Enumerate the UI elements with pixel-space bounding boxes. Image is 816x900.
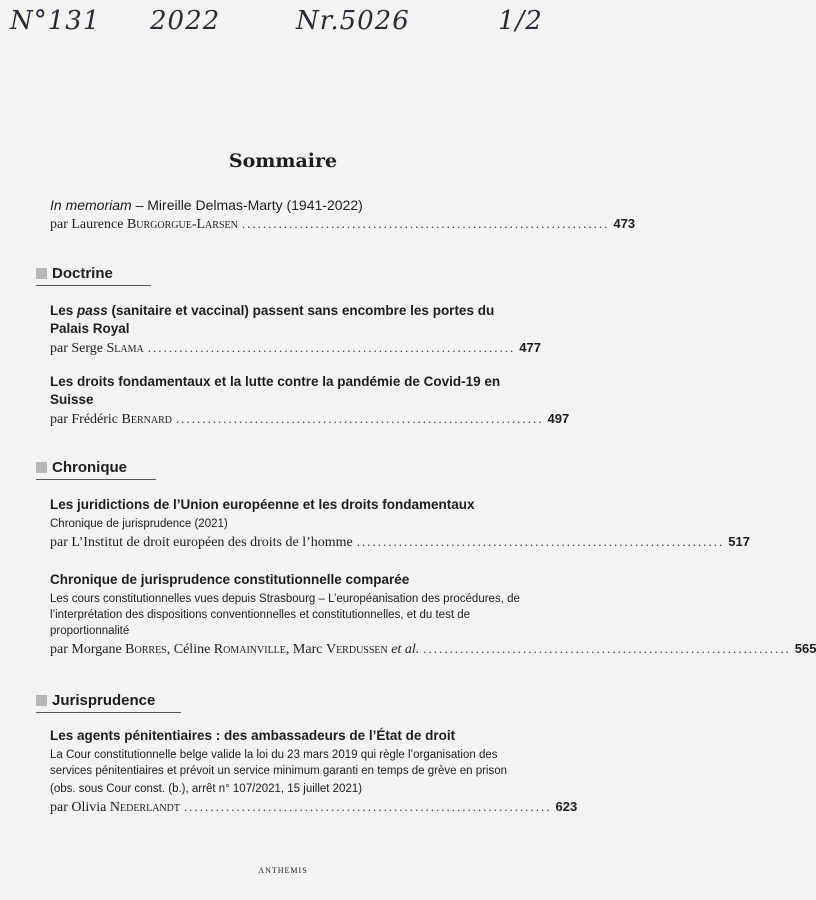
entry-title: Les juridictions de l’Union européenne et les droits fondamentaux xyxy=(50,497,475,512)
handwritten-year: 2022 xyxy=(150,6,221,36)
entry-title: Chronique de jurisprudence constitutionnelle comparée xyxy=(50,572,410,587)
entry-title: Les agents pénitentiaires : des ambassadeurs de l’État de droit xyxy=(50,728,456,743)
entry-author: par Serge Slama xyxy=(50,341,144,356)
entry-description: Chronique de jurisprudence (2021) xyxy=(50,518,228,530)
section-label: Doctrine xyxy=(52,265,113,282)
section-chronique xyxy=(36,459,127,476)
section-square-icon xyxy=(36,462,47,473)
entry-author: par Olivia Nederlandt xyxy=(50,800,180,815)
entry-title: Les droits fondamentaux et la lutte contre la pandémie de Covid-19 en Suisse xyxy=(50,374,501,407)
entry-title: Les pass (sanitaire et vaccinal) passent sans encombre les portes du Palais Royal xyxy=(50,303,495,336)
section-label: Jurisprudence xyxy=(52,692,156,709)
page-number: 517 xyxy=(728,534,750,549)
section-rule xyxy=(36,712,181,713)
entry-byline xyxy=(50,340,541,357)
entry-title-rest: – Mireille Delmas-Marty (1941-2022) xyxy=(131,197,363,213)
entry-byline xyxy=(50,641,816,658)
page-number: 473 xyxy=(613,216,636,231)
handwritten-issue-number: N°131 xyxy=(10,6,101,36)
leader-dots: ...................................................................... xyxy=(147,340,516,355)
page-title: Sommaire xyxy=(228,150,338,172)
entry-author: par L’Institut de droit européen des droits de l’homme xyxy=(50,535,353,550)
section-label: Chronique xyxy=(52,459,127,476)
page-number: 477 xyxy=(519,340,541,355)
section-rule xyxy=(36,285,151,286)
page-number: 565 xyxy=(794,641,816,656)
handwritten-reference: Nr.5026 xyxy=(296,6,410,36)
section-jurisprudence xyxy=(36,692,155,709)
leader-dots: ...................................................................... xyxy=(356,534,725,549)
leader-dots: ...................................................................... xyxy=(423,641,791,656)
entry-constitutionnelle-comparee xyxy=(50,571,816,658)
entry-description: Les cours constitutionnelles vues depuis Strasbourg – L’européanisation des procédures, de l’interprétation des dispositions conventionnelles et constitutionnelles, et du test de proportionnalité xyxy=(50,593,520,637)
entry-title-italic: In memoriam xyxy=(50,197,132,213)
entry-author: par Laurence Burgorgue-Larsen xyxy=(50,217,238,232)
publisher-footer: ANTHEMIS xyxy=(258,866,308,875)
entry-covid-suisse xyxy=(50,373,570,428)
leader-dots: ...................................................................... xyxy=(241,216,610,231)
entry-byline xyxy=(50,534,750,551)
leader-dots: ...................................................................... xyxy=(183,799,552,814)
page-number: 497 xyxy=(547,411,570,426)
leader-dots: ...................................................................... xyxy=(175,411,544,426)
entry-byline xyxy=(50,411,570,428)
entry-description: La Cour constitutionnelle belge valide la loi du 23 mars 2019 qui règle l’organisation des services pénitentiaires et prévoit un service minimum garanti en temps de grève en prison xyxy=(50,749,508,777)
entry-author: par Morgane Borres, Céline Romainville, Marc Verdussen et al. xyxy=(50,642,420,657)
entry-byline xyxy=(50,216,636,233)
entry-memoriam xyxy=(50,196,636,233)
entry-byline xyxy=(50,799,578,816)
entry-description-2: (obs. sous Cour const. (b.), arrêt n° 107/2021, 15 juillet 2021) xyxy=(50,783,363,795)
section-rule xyxy=(36,479,156,480)
page-number: 623 xyxy=(555,799,578,814)
entry-title xyxy=(50,196,520,214)
section-square-icon xyxy=(36,268,47,279)
entry-agents-penitentiaires xyxy=(50,727,578,816)
entry-union-europeenne xyxy=(50,496,750,551)
entry-author: par Frédéric Bernard xyxy=(50,412,172,427)
section-square-icon xyxy=(36,695,47,706)
section-doctrine xyxy=(36,265,113,282)
handwritten-fraction: 1/2 xyxy=(498,6,543,36)
entry-pass xyxy=(50,302,541,357)
